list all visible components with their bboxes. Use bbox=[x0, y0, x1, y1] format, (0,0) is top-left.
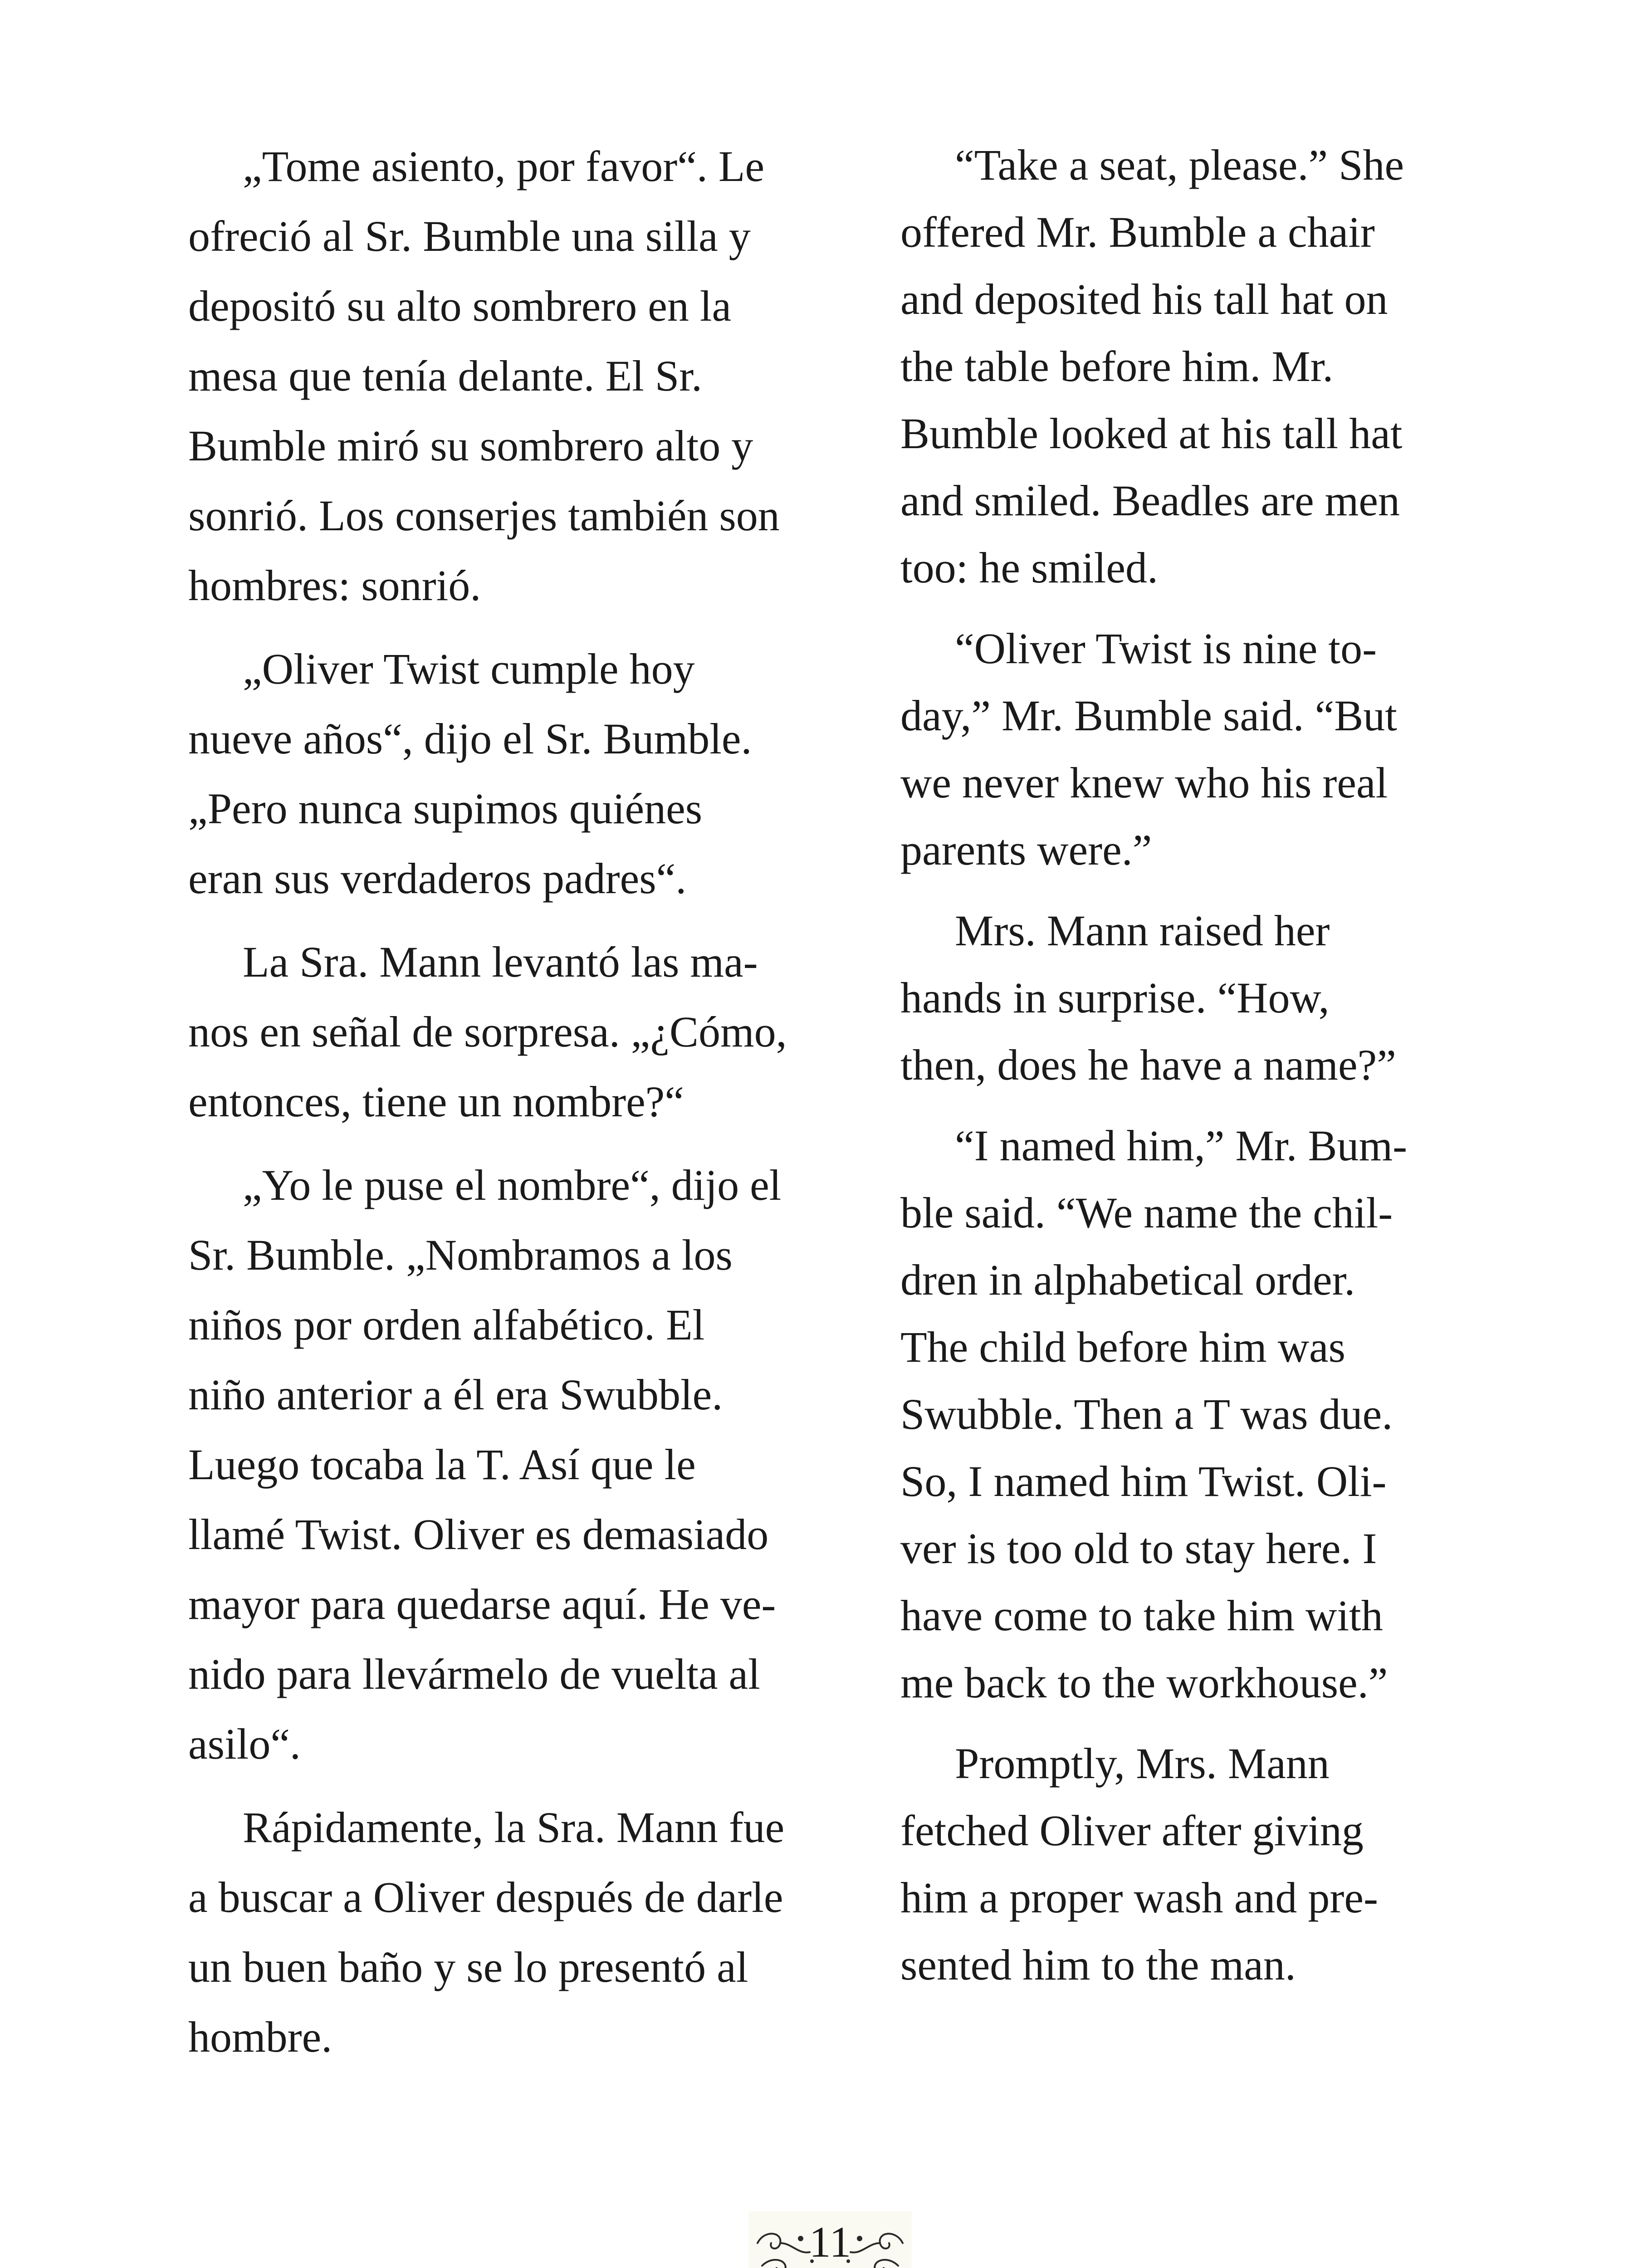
english-paragraph-1: “Take a seat, please.” She offered Mr. Bumble a chair and deposited his tall hat on the table before him. Mr. Bumble looked at his tall hat and smiled. Beadles are men too: he smiled. bbox=[900, 141, 1404, 592]
spanish-paragraph-2: „Oliver Twist cumple hoy nueve años“, dijo el Sr. Bumble. „Pero nunca supimos quiénes eran sus verdaderos padres“. bbox=[188, 645, 752, 903]
spanish-paragraph-5: Rápidamente, la Sra. Mann fue a buscar a Oliver después de darle un buen baño y se lo presentó al hombre. bbox=[188, 1803, 785, 2061]
english-paragraph-2: “Oliver Twist is nine to- day,” Mr. Bumble said. “But we never knew who his real parents were.” bbox=[900, 624, 1397, 874]
spanish-paragraph-3: La Sra. Mann levantó las ma- nos en señal de sorpresa. „¿Cómo, entonces, tiene un nombre?“ bbox=[188, 938, 787, 1126]
spanish-column bbox=[188, 132, 864, 2086]
page-number: 11 bbox=[809, 2218, 851, 2266]
page-footer bbox=[748, 2211, 912, 2268]
spanish-paragraph-1: „Tome asiento, por favor“. Le ofreció al Sr. Bumble una silla y depositó su alto sombrero en la mesa que tenía delante. El Sr. Bumble miró su sombrero alto y sonrió. Los conserjes también son hombres: sonrió. bbox=[188, 142, 780, 610]
english-paragraph-3: Mrs. Mann raised her hands in surprise. “How, then, does he have a name?” bbox=[900, 906, 1396, 1089]
english-paragraph-4: “I named him,” Mr. Bum- ble said. “We name the chil- dren in alphabetical order. The child before him was Swubble. Then a T was due. So, I named him Twist. Oli- ver is too old to stay here. I have come to take him with me back to the workhouse.” bbox=[900, 1121, 1408, 1707]
spanish-paragraph-4: „Yo le puse el nombre“, dijo el Sr. Bumble. „Nombramos a los niños por orden alfabético. El niño anterior a él era Swubble. Luego tocaba la T. Así que le llamé Twist. Oliver es demasiado mayor para quedarse aquí. He ve- nido para llevármelo de vuelta al asilo“. bbox=[188, 1161, 782, 1768]
english-paragraph-5: Promptly, Mrs. Mann fetched Oliver after giving him a proper wash and pre- sented him to the man. bbox=[900, 1739, 1378, 1989]
english-column bbox=[900, 132, 1576, 2012]
